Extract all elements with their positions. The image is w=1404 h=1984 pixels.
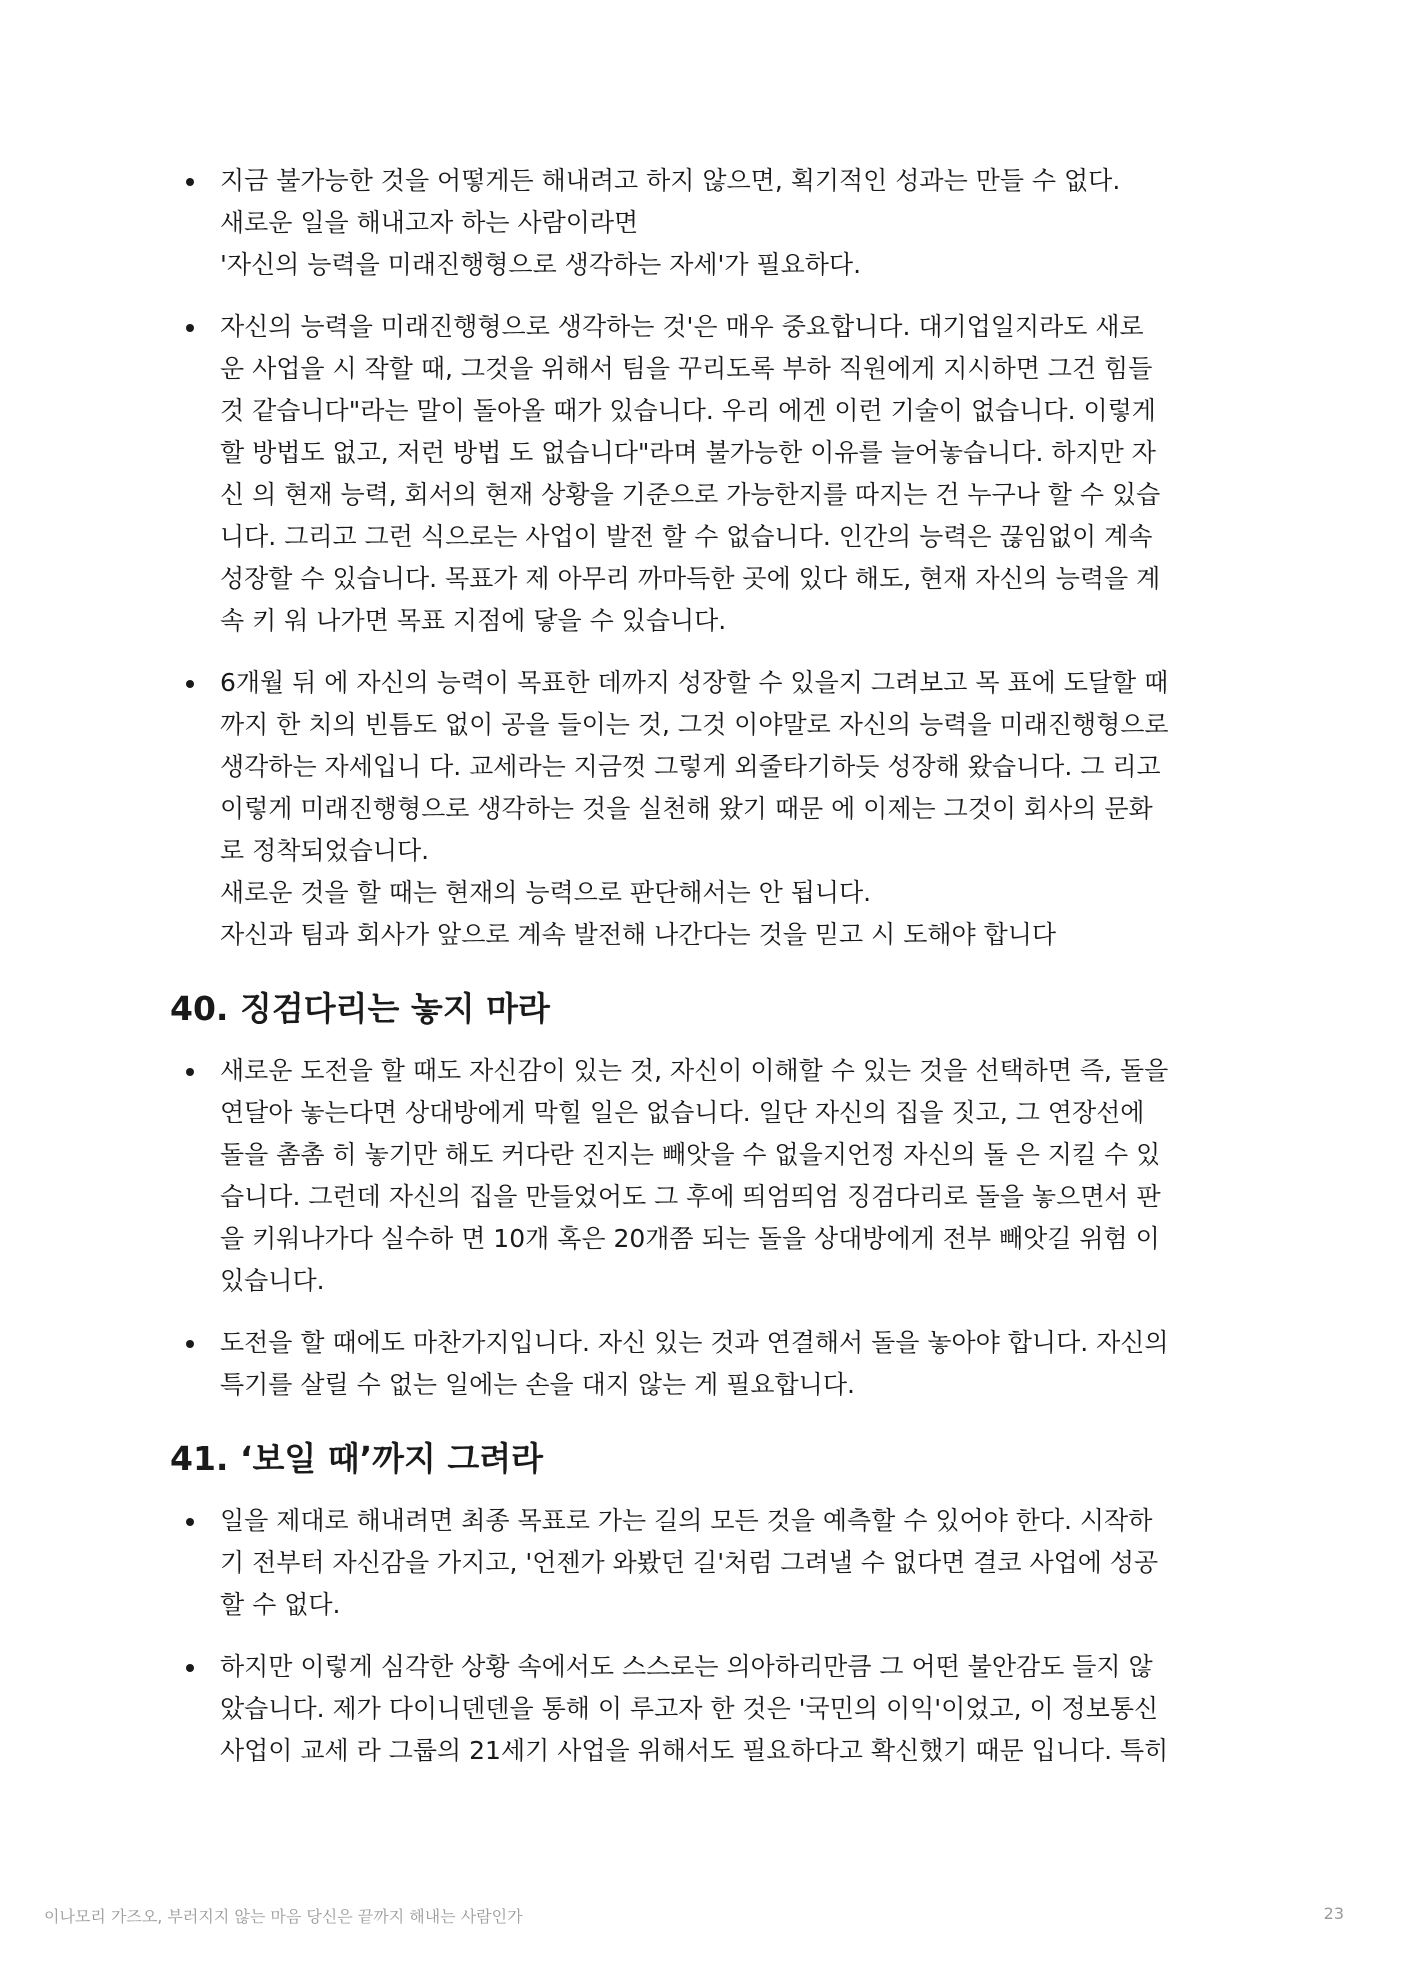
text-line: 기 전부터 자신감을 가지고, '언젠가 와봤던 길'처럼 그려낼 수 없다면 결코 사업에 성공 (220, 1548, 1159, 1577)
text-line: 운 사업을 시 작할 때, 그것을 위해서 팀을 꾸리도록 부하 직원에게 지시하면 그건 힘들 (220, 354, 1153, 383)
bullet-list (170, 1050, 1240, 1406)
text-line: 생각하는 자세입니 다. 교세라는 지금껏 그렇게 외줄타기하듯 성장해 왔습니다. 그 리고 (220, 752, 1161, 781)
text-line: 도전을 할 때에도 마찬가지입니다. 자신 있는 것과 연결해서 돌을 놓아야 합니다. 자신의 (220, 1328, 1169, 1357)
text-line: 할 방법도 없고, 저런 방법 도 없습니다"라며 불가능한 이유를 늘어놓습니다. 하지만 자 (220, 438, 1156, 467)
bullet-item (170, 1500, 1240, 1626)
section-heading: 41. ‘보일 때’까지 그려라 (170, 1439, 544, 1478)
text-line: 일을 제대로 해내려면 최종 목표로 가는 길의 모든 것을 예측할 수 있어야 한다. 시작하 (220, 1506, 1153, 1535)
page-number: 23 (1323, 1904, 1344, 1923)
text-line: 새로운 도전을 할 때도 자신감이 있는 것, 자신이 이해할 수 있는 것을 선택하면 즉, 돌을 (220, 1056, 1169, 1085)
text-line: 자신의 능력을 미래진행형으로 생각하는 것'은 매우 중요합니다. 대기업일지라도 새로 (220, 312, 1144, 341)
text-line: 특기를 살릴 수 없는 일에는 손을 대지 않는 게 필요합니다. (220, 1370, 855, 1399)
text-line: 습니다. 그런데 자신의 집을 만들었어도 그 후에 띄엄띄엄 징검다리로 돌을 놓으면서 판 (220, 1182, 1161, 1211)
text-line: 이렇게 미래진행형으로 생각하는 것을 실천해 왔기 때문 에 이제는 그것이 회사의 문화 (220, 794, 1153, 823)
text-line: 속 키 워 나가면 목표 지점에 닿을 수 있습니다. (220, 606, 727, 635)
text-line: 을 키워나가다 실수하 면 10개 혹은 20개쯤 되는 돌을 상대방에게 전부 빼앗길 위험 이 (220, 1224, 1160, 1253)
page-content (170, 160, 1240, 1792)
text-line: 성장할 수 있습니다. 목표가 제 아무리 까마득한 곳에 있다 해도, 현재 자신의 능력을 계 (220, 564, 1161, 593)
text-line: 신 의 현재 능력, 회서의 현재 상황을 기준으로 가능한지를 따지는 건 누구나 할 수 있습 (220, 480, 1161, 509)
text-line: 니다. 그리고 그런 식으로는 사업이 발전 할 수 없습니다. 인간의 능력은 끊임없이 계속 (220, 522, 1153, 551)
text-line: 하지만 이렇게 심각한 상황 속에서도 스스로는 의아하리만큼 그 어떤 불안감도 들지 않 (220, 1652, 1153, 1681)
text-line: 새로운 일을 해내고자 하는 사람이라면 (220, 208, 639, 237)
text-line: 것 같습니다"라는 말이 돌아올 때가 있습니다. 우리 에겐 이런 기술이 없습니다. 이렇게 (220, 396, 1156, 425)
text-line: 새로운 것을 할 때는 현재의 능력으로 판단해서는 안 됩니다. (220, 878, 872, 907)
bullet-item (170, 1322, 1240, 1406)
text-line: 지금 불가능한 것을 어떻게든 해내려고 하지 않으면, 획기적인 성과는 만들 수 없다. (220, 166, 1121, 195)
bullet-item (170, 160, 1240, 286)
text-line: 연달아 놓는다면 상대방에게 막힐 일은 없습니다. 일단 자신의 집을 짓고, 그 연장선에 (220, 1098, 1145, 1127)
text-line: 사업이 교세 라 그룹의 21세기 사업을 위해서도 필요하다고 확신했기 때문 입니다. 특히 (220, 1736, 1169, 1765)
page-footer (44, 1904, 1344, 1927)
text-line: 있습니다. (220, 1266, 325, 1295)
bullet-item (170, 662, 1240, 956)
text-line: 6개월 뒤 에 자신의 능력이 목표한 데까지 성장할 수 있을지 그려보고 목 표에 도달할 때 (220, 668, 1169, 697)
text-line: 할 수 없다. (220, 1590, 341, 1619)
bullet-item (170, 306, 1240, 642)
text-line: 로 정착되었습니다. (220, 836, 430, 865)
text-line: 았습니다. 제가 다이니덴덴을 통해 이 루고자 한 것은 '국민의 이익'이었고, 이 정보통신 (220, 1694, 1159, 1723)
bullet-list (170, 1500, 1240, 1772)
book-title: 이나모리 가즈오, 부러지지 않는 마음 당신은 끝까지 해내는 사람인가 (44, 1907, 523, 1926)
bullet-item (170, 1646, 1240, 1772)
text-line: 까지 한 치의 빈틈도 없이 공을 들이는 것, 그것 이야말로 자신의 능력을 미래진행형으로 (220, 710, 1169, 739)
bullet-item (170, 1050, 1240, 1302)
text-line: 자신과 팀과 회사가 앞으로 계속 발전해 나간다는 것을 믿고 시 도해야 합니다 (220, 920, 1057, 949)
bullet-list (170, 160, 1240, 956)
text-line: '자신의 능력을 미래진행형으로 생각하는 자세'가 필요하다. (220, 250, 862, 279)
section-heading: 40. 징검다리는 놓지 마라 (170, 989, 550, 1028)
text-line: 돌을 촘촘 히 놓기만 해도 커다란 진지는 빼앗을 수 없을지언정 자신의 돌 은 지킬 수 있 (220, 1140, 1161, 1169)
